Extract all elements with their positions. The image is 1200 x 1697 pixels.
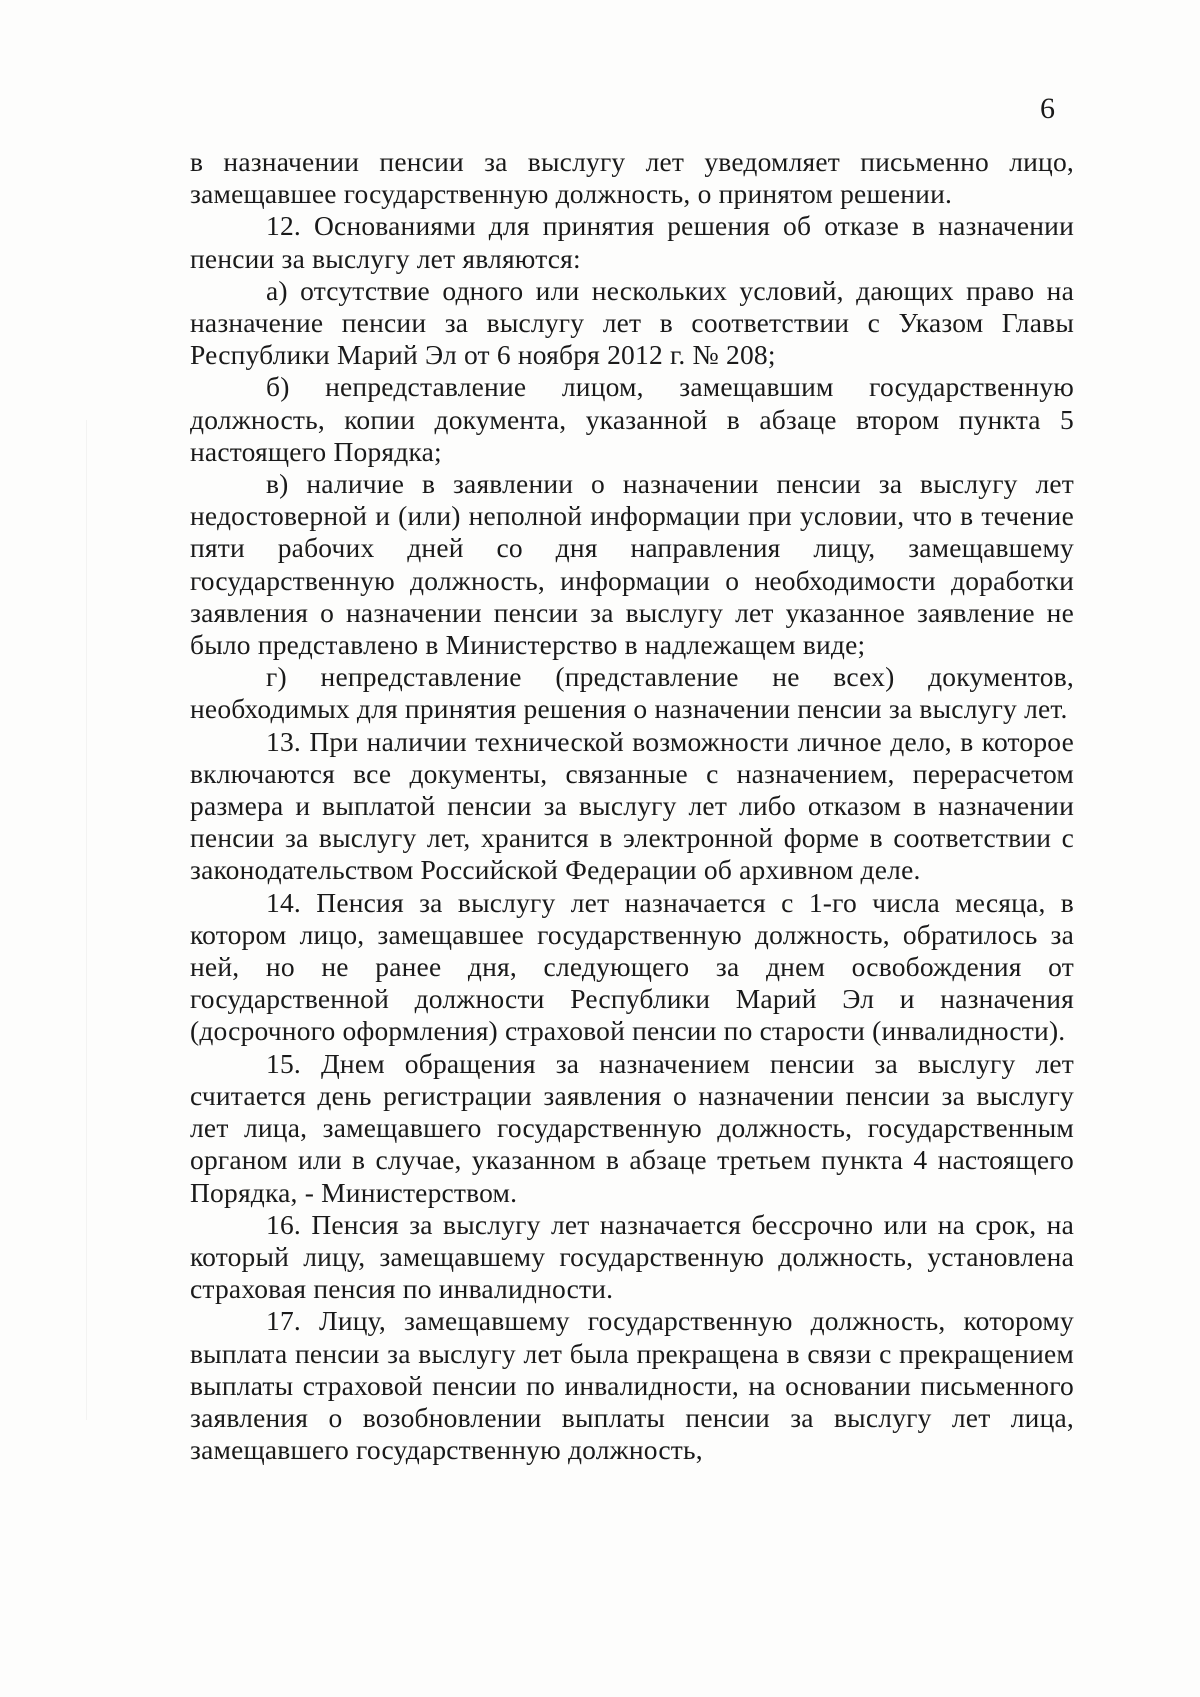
page-number: 6 (1040, 92, 1055, 125)
paragraph-subitem-g: г) непредставление (представление не всех) документов, необходимых для принятия решения о назначении пенсии за выслугу лет. (190, 661, 1074, 725)
paragraph-item-14: 14. Пенсия за выслугу лет назначается с 1-го числа месяца, в котором лицо, замещавшее государственную должность, обратилось за ней, но не ранее дня, следующего за днем освобождения от государственной должности Республики Марий Эл и назначения (досрочного оформления) страховой пенсии по старости (инвалидности). (190, 886, 1074, 1047)
paragraph-item-16: 16. Пенсия за выслугу лет назначается бессрочно или на срок, на который лицу, замещавшему государственную должность, установлена страховая пенсия по инвалидности. (190, 1208, 1074, 1305)
paragraph-item-13: 13. При наличии технической возможности личное дело, в которое включаются все документы, связанные с назначением, перерасчетом размера и выплатой пенсии за выслугу лет либо отказом в назначении пенсии за выслугу лет, хранится в электронной форме в соответствии с законодательством Российской Федерации об архивном деле. (190, 725, 1074, 886)
paragraph-item-12: 12. Основаниями для принятия решения об отказе в назначении пенсии за выслугу лет являются: (190, 210, 1074, 274)
paragraph-item-17: 17. Лицу, замещавшему государственную должность, которому выплата пенсии за выслугу лет была прекращена в связи с прекращением выплаты страховой пенсии по инвалидности, на основании письменного заявления о возобновлении выплаты пенсии за выслугу лет лица, замещавшего государственную должность, (190, 1305, 1074, 1466)
document-body (190, 146, 1074, 1466)
paragraph-item-15: 15. Днем обращения за назначением пенсии за выслугу лет считается день регистрации заявления о назначении пенсии за выслугу лет лица, замещавшего государственную должность, государственным органом или в случае, указанном в абзаце третьем пункта 4 настоящего Порядка, - Министерством. (190, 1047, 1074, 1208)
paragraph-subitem-v: в) наличие в заявлении о назначении пенсии за выслугу лет недостоверной и (или) неполной информации при условии, что в течение пяти рабочих дней со дня направления лицу, замещавшему государственную должность, информации о необходимости доработки заявления о назначении пенсии за выслугу лет указанное заявление не было представлено в Министерство в надлежащем виде; (190, 468, 1074, 661)
scan-margin-mark (86, 420, 87, 1420)
paragraph-continuation: в назначении пенсии за выслугу лет уведомляет письменно лицо, замещавшее государственную должность, о принятом решении. (190, 146, 1074, 210)
paragraph-subitem-b: б) непредставление лицом, замещавшим государственную должность, копии документа, указанной в абзаце втором пункта 5 настоящего Порядка; (190, 371, 1074, 467)
paragraph-subitem-a: а) отсутствие одного или нескольких условий, дающих право на назначение пенсии за выслугу лет в соответствии с Указом Главы Республики Марий Эл от 6 ноября 2012 г. № 208; (190, 274, 1074, 371)
